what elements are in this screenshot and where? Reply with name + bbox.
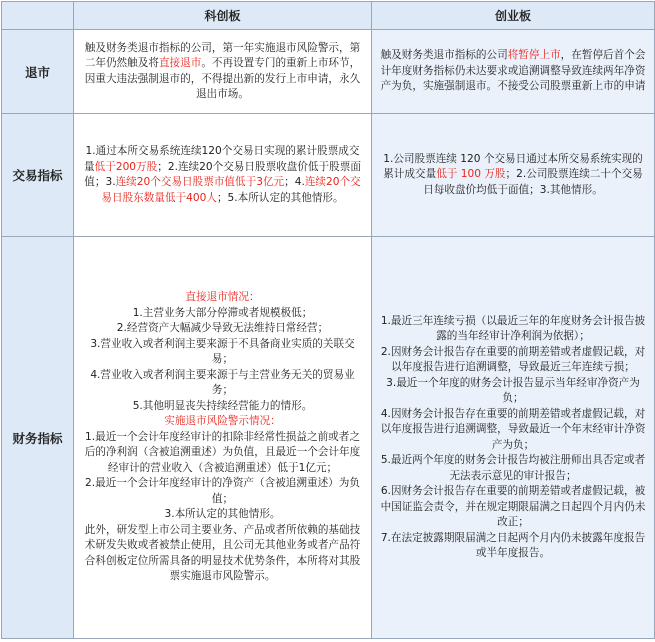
gem-fin-item: 4.因财务会计报告存在重要的前期差错或者虚假记载，对以年度报告进行追溯调整，导致最近一个年末经审计净资产为负；	[380, 407, 646, 451]
gem-delist-cell	[372, 30, 655, 114]
star-trade-text-4: ；5.本所认定的其他情形。	[216, 191, 344, 204]
star-fin-direct-item: 5.其他明显丧失持续经营能力的情形。	[132, 399, 313, 412]
comparison-table	[1, 1, 655, 639]
row-label-trading: 交易指标	[2, 114, 74, 237]
header-row	[2, 2, 655, 30]
star-fin-note: 此外，研发型上市公司主要业务、产品或者所依赖的基础技术研发失败或者被禁止使用，且公司无其他业务或者产品符合科创板定位所需具备的明显技术优势条件，本所将对其股票实施退市风险警示。	[84, 523, 361, 583]
gem-trade-text-2: ；2.公司股票连续二十个交易日每收盘价均低于面值；3.其他情形。	[423, 168, 643, 196]
col-header-star-market: 科创板	[74, 2, 372, 30]
star-delist-cell	[74, 30, 372, 114]
star-trade-text-1: 1.通过本所交易系统连续120个交易日实现的累计股票成交量	[84, 145, 360, 173]
star-delist-highlight: 直接退市	[158, 57, 202, 69]
gem-delist-text-1: 触及财务类退市指标的公司	[380, 49, 508, 62]
star-fin-warning-item: 2.最近一个会计年度经审计的净资产（含被追溯重述）为负值；	[85, 477, 360, 505]
gem-fin-item: 2.因财务会计报告存在重要的前期差错或者虚假记载，对以年度报告进行追溯调整，导致最近三年连续亏损；	[380, 345, 646, 373]
gem-fin-item: 6.因财务会计报告存在重要的前期差错或者虚假记载，被中国证监会责令，并在规定期限届满之日起四个月内仍未改正；	[380, 485, 646, 528]
star-fin-direct-item: 2.经营资产大幅减少导致无法维持日常经营；	[116, 322, 329, 335]
star-delist-text-1: 触及财务类退市指标的公司，第一年实施退市风险警示，第二年仍然触及将	[84, 41, 361, 69]
star-fin-direct-item: 3.营业收入或者利润主要来源于不具备商业实质的关联交易；	[90, 337, 355, 366]
star-fin-warning-item: 1.最近一个会计年度经审计的扣除非经常性损益之前或者之后的净利润（含被追溯重述）为负值，且最近一个会计年度经审计的营业收入（含被追溯重述）低于1亿元；	[84, 430, 361, 474]
row-label-financial: 财务指标	[2, 237, 74, 639]
star-trade-highlight-1: 低于200万股	[94, 160, 158, 173]
gem-fin-item: 5.最近两个年度的财务会计报告均被注册师出具否定或者无法表示意见的审计报告；	[380, 454, 646, 482]
gem-delist-highlight: 将暂停上市	[507, 49, 561, 62]
star-trade-highlight-3: 连续20个交易日股东数量低于400人	[101, 176, 361, 204]
row-label-delist: 退市	[2, 30, 74, 114]
gem-trade-text-1: 1.公司股票连续 120 个交易日通过本所交易系统实现的累计成交量	[383, 152, 643, 181]
star-trading-cell	[74, 114, 372, 237]
gem-trade-highlight: 低于 100 万股	[436, 168, 506, 181]
star-trade-text-2: ；2.连续20个交易日股票收盘价低于股票面值；3.	[84, 160, 361, 188]
row-delist	[2, 30, 655, 114]
gem-delist-text-2: ，在暂停后首个会计年度财务指标仍未达要求或追溯调整导致连续两年净资产为负，实施强制退市。不接受公司股票重新上市的申请	[380, 49, 646, 93]
gem-fin-item: 1.最近三年连续亏损（以最近三年的年度财务会计报告披露的当年经审计净利润为依据）；	[380, 314, 646, 342]
row-financial	[2, 237, 655, 639]
star-trade-text-3: ；4.	[284, 176, 305, 188]
star-fin-direct-item: 1.主营业务大部分停滞或者规模极低；	[132, 306, 313, 319]
corner-cell	[2, 2, 74, 30]
gem-fin-item: 3.最近一个年度的财务会计报告显示当年经审净资产为负；	[386, 376, 640, 404]
star-fin-heading-direct: 直接退市情况：	[185, 291, 260, 304]
row-trading	[2, 114, 655, 237]
star-financial-cell	[74, 237, 372, 639]
star-fin-warning-item: 3.本所认定的其他情形。	[164, 508, 281, 521]
star-fin-heading-warning: 实施退市风险警示情况：	[164, 415, 281, 428]
star-delist-text-2: 。不再设置专门的重新上市环节，因重大违法强制退市的，不得提出新的发行上市申请，永久退出市场。	[84, 57, 361, 100]
gem-fin-item: 7.在法定披露期限届满之日起两个月内仍未披露年度报告或半年度报告。	[380, 531, 646, 559]
gem-trading-cell	[372, 114, 655, 237]
star-trade-highlight-2: 连续20个交易日股票市值低于3亿元	[115, 176, 285, 188]
star-fin-direct-item: 4.营业收入或者利润主要来源于与主营业务无关的贸易业务；	[90, 368, 355, 397]
col-header-gem: 创业板	[372, 2, 655, 30]
gem-financial-cell	[372, 237, 655, 639]
